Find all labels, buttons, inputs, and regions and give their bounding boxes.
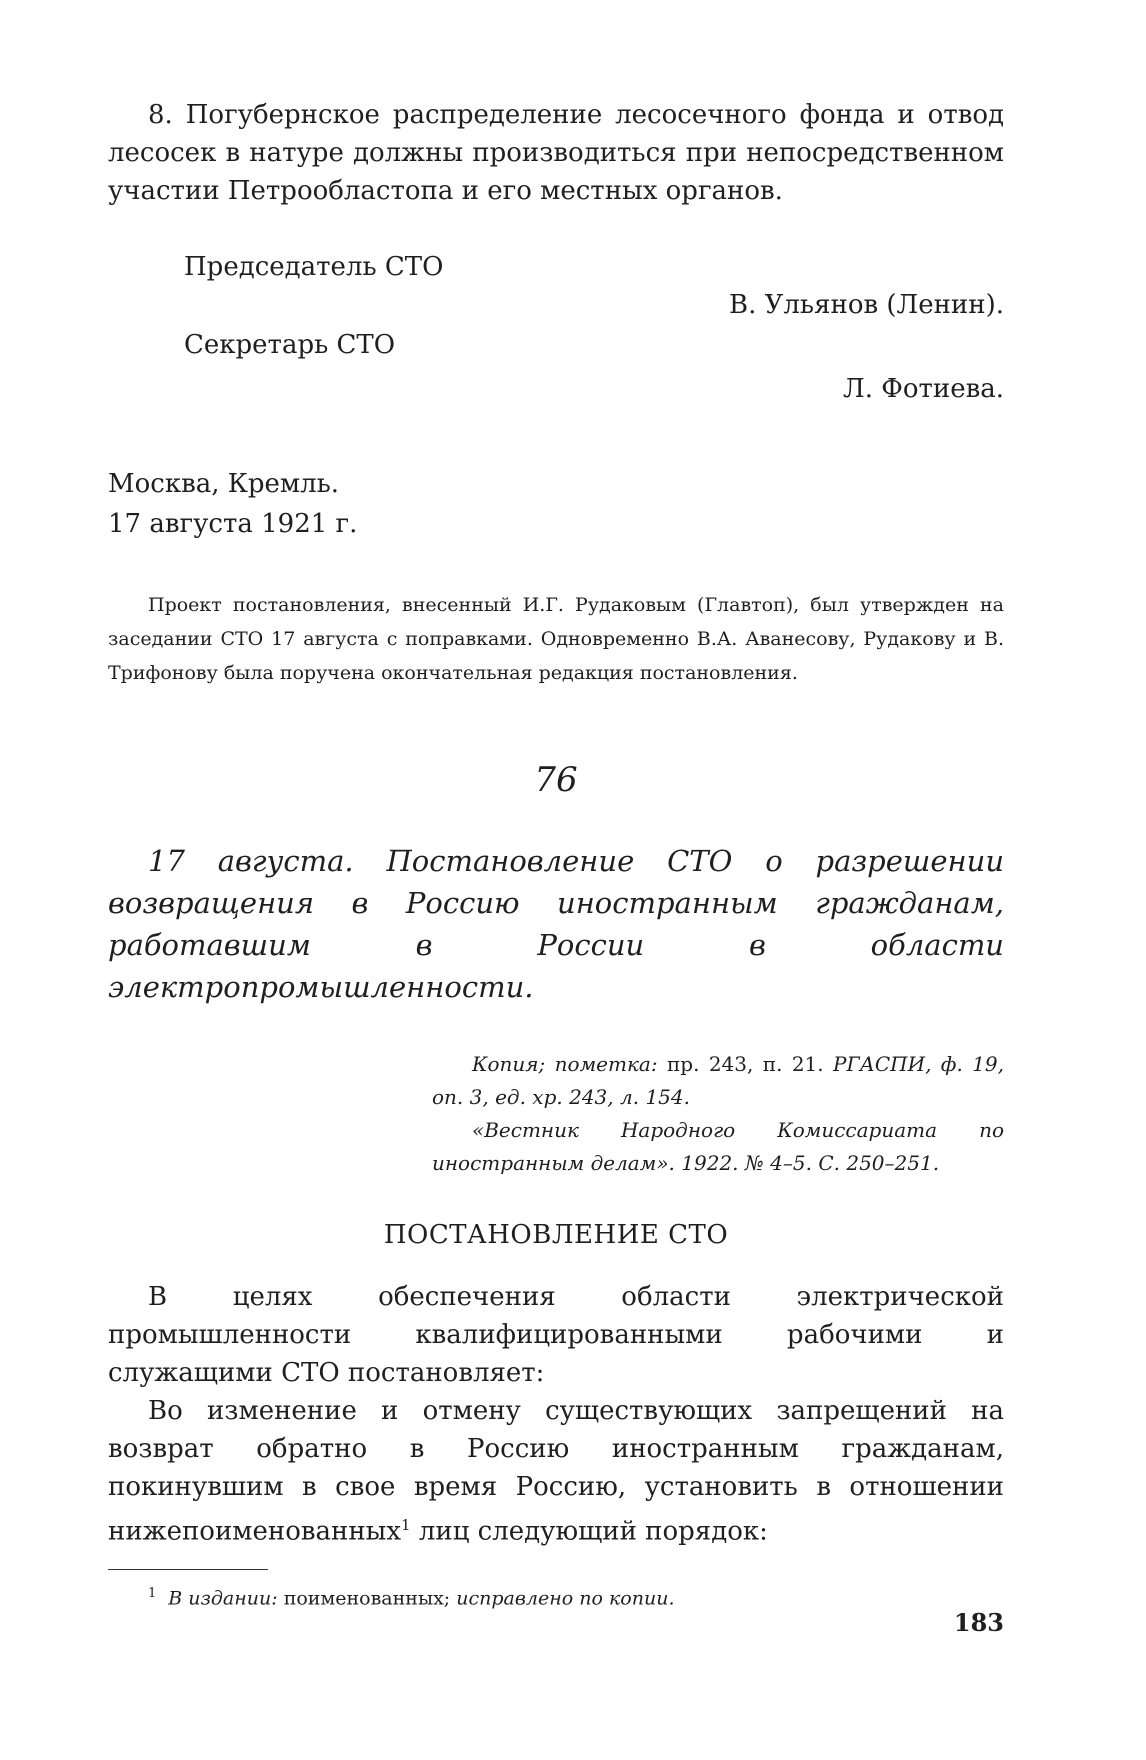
- footnote: [108, 1580, 1004, 1612]
- body-paragraph-2: [108, 1392, 1004, 1551]
- archive-location: РГАСПИ, ф. 19, оп. 3, ед. хр. 243, л. 154.: [432, 1052, 1005, 1109]
- place-date: [108, 464, 1004, 544]
- footnote-tail: исправлено по копии.: [456, 1586, 675, 1609]
- chair-name: В. Ульянов (Ленин).: [728, 290, 1004, 320]
- page-content: [108, 96, 1004, 1612]
- body-paragraph-1: В целях обеспечения области электрической промышленности квалифицированными рабочими и служащими СТО постановляет:: [108, 1282, 1004, 1388]
- document-title: 17 августа. Постановление СТО о разрешении возвращения в Россию иностранным гражданам, работавшим в России в области электропромышленности.: [108, 844, 1004, 1004]
- resolution-body: [108, 1278, 1004, 1551]
- body-paragraph-2-end: лиц следующий порядок:: [410, 1516, 768, 1547]
- publication-reference: «Вестник Народного Комиссариата по иностранным делам». 1922. № 4–5. С. 250–251.: [432, 1118, 1004, 1175]
- page-number: 183: [953, 1608, 1004, 1637]
- copy-label: Копия; пометка:: [472, 1052, 658, 1076]
- place: Москва, Кремль.: [108, 469, 340, 499]
- archive-reference: [432, 1048, 1004, 1114]
- paragraph-8: 8. Погубернское распределение лесосечного фонда и отвод лесосек в натуре должны производиться при непосредственном участии Петрообластопа и его местных органов.: [108, 100, 1004, 206]
- copy-mark: пр. 243, п. 21.: [666, 1052, 824, 1076]
- footnote-divider: [108, 1569, 268, 1570]
- body-paragraph-2-text: Во изменение и отмену существующих запрещений на возврат обратно в Россию иностранным гражданам, покинувшим в свое время Россию, установить в отношении нижепоименованных: [108, 1396, 1004, 1547]
- source-reference: [432, 1048, 1004, 1180]
- footnote-marker[interactable]: 1: [401, 1516, 411, 1534]
- secretary-title: Секретарь СТО: [184, 330, 396, 360]
- secretary-name: Л. Фотиева.: [843, 374, 1004, 404]
- footnote-label: В издании:: [168, 1586, 278, 1609]
- editorial-note: Проект постановления, внесенный И.Г. Рудаковым (Главтоп), был утвержден на заседании СТО 17 августа с поправками. Одновременно В.А. Аванесову, Рудакову и В. Трифонову была поручена окончательная редакция постановления.: [108, 594, 1004, 684]
- footnote-number: 1: [148, 1585, 157, 1601]
- signature-block: [108, 252, 1004, 418]
- document-number: 76: [534, 760, 578, 800]
- date: 17 августа 1921 г.: [108, 509, 358, 539]
- chair-title: Председатель СТО: [184, 252, 444, 282]
- footnote-word: поименованных;: [283, 1586, 451, 1609]
- section-heading: ПОСТАНОВЛЕНИЕ СТО: [383, 1220, 729, 1250]
